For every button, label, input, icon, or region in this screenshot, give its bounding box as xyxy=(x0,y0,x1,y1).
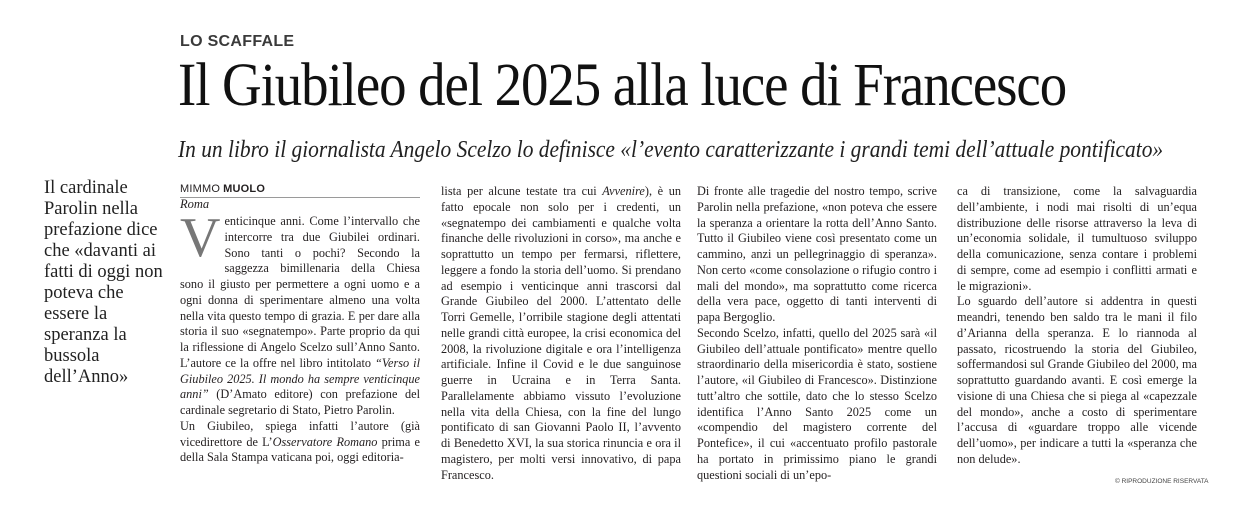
text-run: ), è un fatto epocale non solo per i credenti, un «segnatempo dei cambiamenti e qualche volta finanche delle rivoluzioni in corso», ma anche e soprattutto un tempo per fermarsi, riflettere, leggere a fondo la storia dell’uomo. Si prendano ad esempio i venticinque anni trascorsi dal Grande Giubileo del 2000. L’attentato delle Torri Gemelle, l’orribile stagione degli attentati nelle grandi città europee, la crisi economica del 2008, la rivoluzione digitale e ora l’intelligenza artificiale. Infine il Covid e le due sanguinose guerre in Ucraina e in Terra Santa. Parallelamente abbiamo vissuto l’evoluzione nella vita della Chiesa, con la fine del lungo pontificato di san Giovanni Paolo II, l’avvento di Benedetto XVI, la sua storica rinuncia e ora il magistero, per molti versi innovativo, di papa Francesco. xyxy=(441,184,681,482)
article-paragraph: ca di transizione, come la salvaguardia dell’ambiente, i nodi mai risolti di un’equa distribuzione delle risorse attraverso la leva di un’economia solidale, il tumultuoso sviluppo della comunicazione, senza contare i problemi di sempre, come ad esempio i conflitti armati e le migrazioni». xyxy=(957,184,1197,293)
article-column-2 xyxy=(441,184,681,483)
article-paragraph xyxy=(180,419,420,466)
author-first-name: MIMMO xyxy=(180,183,221,195)
article-column-4 xyxy=(957,184,1197,468)
article-column-1 xyxy=(180,207,420,466)
article-paragraph xyxy=(441,184,681,483)
section-kicker: LO SCAFFALE xyxy=(180,33,295,50)
text-run: (D’Amato editore) con prefazione del cardinale segretario di Stato, Pietro Parolin. xyxy=(180,387,420,417)
dateline-place: Roma xyxy=(180,197,210,211)
newspaper-name: Osservatore Romano xyxy=(272,434,378,449)
text-run: Un Giubileo, spiega infatti l’autore (già vicedirettore de L’ xyxy=(180,418,420,449)
book-title: “Verso il Giubileo 2025. Il mondo ha sempre venticinque anni” xyxy=(180,355,420,402)
byline xyxy=(180,183,420,198)
author-last-name: MUOLO xyxy=(223,183,266,195)
article-paragraph xyxy=(180,207,420,419)
drop-cap: V xyxy=(180,207,221,269)
pull-quote: Il cardinale Parolin nella prefazione dice che «davanti ai fatti di oggi non poteva che essere la speranza la bussola dell’Anno» xyxy=(44,178,163,387)
text-run: prima e della Sala Stampa vaticana poi, oggi editoria- xyxy=(180,434,420,465)
text-run: lista per alcune testate tra cui xyxy=(441,184,603,198)
newspaper-name: Avvenire xyxy=(602,184,645,198)
article-paragraph: Di fronte alle tragedie del nostro tempo, scrive Parolin nella prefazione, «non poteva che essere la speranza a orientare la rotta dell’Anno Santo. Tutto il Giubileo viene così presentato come un cammino, anzi un pellegrinaggio di speranza». Non certo «come consolazione o rifugio contro i mali del mondo», ma soprattutto come ricerca della vera pace, oggetto di tanti interventi di papa Bergoglio. xyxy=(697,184,937,324)
article-column-3 xyxy=(697,184,937,483)
article-paragraph: Lo sguardo dell’autore si addentra in questi meandri, tenendo ben saldo tra le mani il filo d’Arianna della speranza. E lo riannoda al passato, ricostruendo la storia del Giubileo, soffermandosi sul Grande Giubileo del 2000, ma soprattutto guardando avanti. E così emerge la visione di una Chiesa che si piega al «capezzale del mondo», anche a costo di sperimentare l’accusa di «guardare troppo alle vicende dell’uomo», per indicare a tutti la «speranza che non delude». xyxy=(957,294,1197,466)
article-headline: Il Giubileo del 2025 alla luce di Francesco xyxy=(178,52,1067,119)
text-run: enticinque anni. Come l’intervallo che intercorre tra due Giubilei ordinari. Sono tanti o pochi? Secondo la saggezza bimillenaria della Chiesa sono il giusto per permettere a ogni uomo e a ogni donna di sperimentare almeno una volta nella vita questo tempo di grazia. E per dare alla storia il suo «segnatempo». Parte proprio da qui la riflessione di Angelo Scelzo sull’Anno Santo. L’autore ce la offre nel libro intitolato xyxy=(180,214,420,370)
article-paragraph: Secondo Scelzo, infatti, quello del 2025 sarà «il Giubileo dell’attuale pontificato» mentre quello straordinario della misericordia è stato, sostiene l’autore, «il Giubileo di Francesco». Distinzione tutt’altro che sottile, dato che lo stesso Scelzo identifica l’Anno Santo 2025 come un «compendio del magistero corrente del Pontefice», il cui «accentuato profilo pastorale ha portato in primissimo piano le grandi questioni sociali di un’epo- xyxy=(697,325,937,482)
copyright-notice: © RIPRODUZIONE RISERVATA xyxy=(1115,478,1209,485)
article-subtitle: In un libro il giornalista Angelo Scelzo lo definisce «l’evento caratterizzante i grandi temi dell’attuale pontificato» xyxy=(178,137,1164,163)
